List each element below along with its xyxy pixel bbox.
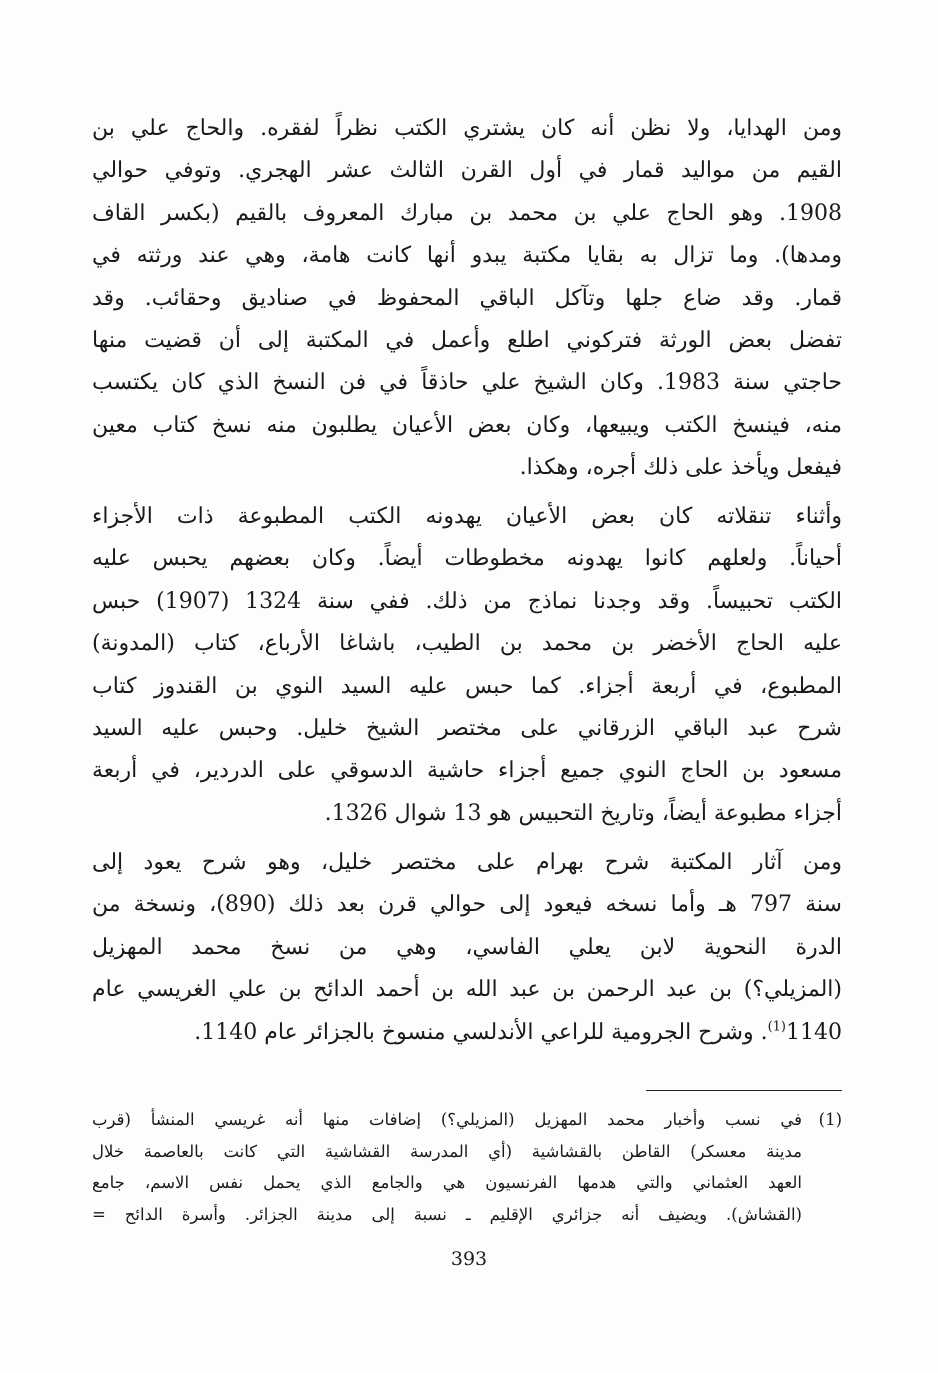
footnote-reference[interactable]: (1) xyxy=(767,1019,786,1035)
text-line xyxy=(92,1012,842,1054)
text-line: وأثناء تنقلاته كان بعض الأعيان يهدونه الكتب المطبوعة ذات الأجزاء xyxy=(92,504,842,529)
footnote-marker: (1) xyxy=(818,1110,842,1129)
text-line: (المزيلي؟) بن عبد الرحمن بن عبد الله بن أحمد الدائح بن علي الغريسي عام xyxy=(92,977,842,1003)
text-line: ومدها). وما تزال به بقايا مكتبة يبدو أنها كانت هامة، وهي عند ورثته في xyxy=(92,243,842,269)
text-line: شرح عبد الباقي الزرقاني على مختصر الشيخ خليل. وحبس عليه السيد xyxy=(92,715,842,741)
text-line: ومن آثار المكتبة شرح بهرام على مختصر خليل، وهو شرح يعود إلى xyxy=(92,850,842,875)
page-number: 393 xyxy=(450,1248,488,1270)
text-line: منه، فينسخ الكتب ويبيعها، وكان بعض الأعيان يطلبون منه نسخ كتاب معين xyxy=(92,412,842,438)
footnote-text: في نسب وأخبار محمد المهزيل (المزيلي؟) إضافات منها أنه غريسي المنشأ (قرب xyxy=(92,1110,802,1129)
footnote-line: (القشاش). ويضيف أنه جزائري الإقليم ـ نسبة إلى مدينة الجزائر. وأسرة الدائح = xyxy=(92,1204,802,1224)
paragraph-2 xyxy=(92,496,842,835)
text-line: فيفعل ويأخذ على ذلك أجره، وهكذا. xyxy=(519,455,842,481)
text-line: أحياناً. ولعلهم كانوا يهدونه مخطوطات أيضاً. وكان بعضهم يحبس عليه xyxy=(92,546,842,572)
footnote-line: العهد العثماني والتي هدمها الفرنسيون هي والجامع الذي يحمل نفس الاسم، جامع xyxy=(92,1173,802,1192)
text-line: عليه الحاج الأخضر بن محمد بن الطيب، باشاغا الأرباع، كتاب (المدونة) xyxy=(92,631,842,657)
footnotes xyxy=(92,1104,842,1230)
text-line: الدرة النحوية لابن يعلي الفاسي، وهي من نسخ محمد المهزيل xyxy=(92,934,842,960)
text-line: سنة 797 هـ وأما نسخه فيعود إلى حوالي قرن بعد ذلك (890)، ونسخة من xyxy=(92,892,842,918)
text-line: حاجتي سنة 1983. وكان الشيخ علي حاذقاً في فن النسخ الذي كان يكتسب xyxy=(92,370,842,396)
text-line: المطبوع، في أربعة أجزاء. كما حبس عليه السيد النوي بن القندوز كتاب xyxy=(92,673,842,699)
year-text: 1140 xyxy=(786,1019,842,1045)
text-line: 1908. وهو الحاج علي بن محمد بن مبارك المعروف بالقيم (بكسر القاف xyxy=(92,200,842,226)
text-line: تفضل بعض الورثة فتركوني اطلع وأعمل في المكتبة إلى أن قضيت منها xyxy=(92,327,842,353)
text-line: القيم من مواليد قمار في أول القرن الثالث عشر الهجري. وتوفي حوالي xyxy=(92,158,842,184)
text-line: أجزاء مطبوعة أيضاً، وتاريخ التحبيس هو 13 شوال 1326. xyxy=(324,800,842,826)
text-line: ومن الهدايا، ولا نظن أنه كان يشتري الكتب نظراً لفقره. والحاج علي بن xyxy=(92,116,842,141)
paragraph-3 xyxy=(92,842,842,1054)
text-line: قمار. وقد ضاع جلها وتآكل الباقي المحفوظ في صناديق وحقائب. وقد xyxy=(92,285,842,311)
footnote-line: مدينة معسكر) القاطن بالقشاشية (أي المدرسة القشاشية التي كانت بالعاصمة خلال xyxy=(92,1141,802,1161)
footnote-separator xyxy=(646,1090,842,1091)
text-continuation: . وشرح الجرومية للراعي الأندلسي منسوخ بالجزائر عام 1140. xyxy=(194,1019,768,1045)
paragraph-1 xyxy=(92,108,842,490)
text-line: الكتب تحبيساً. وقد وجدنا نماذج من ذلك. ففي سنة 1324 (1907) حبس xyxy=(92,588,842,614)
text-line: مسعود بن الحاج النوي جميع أجزاء حاشية الدسوقي على الدردير، في أربعة xyxy=(92,758,842,784)
footnote-line xyxy=(92,1104,842,1136)
